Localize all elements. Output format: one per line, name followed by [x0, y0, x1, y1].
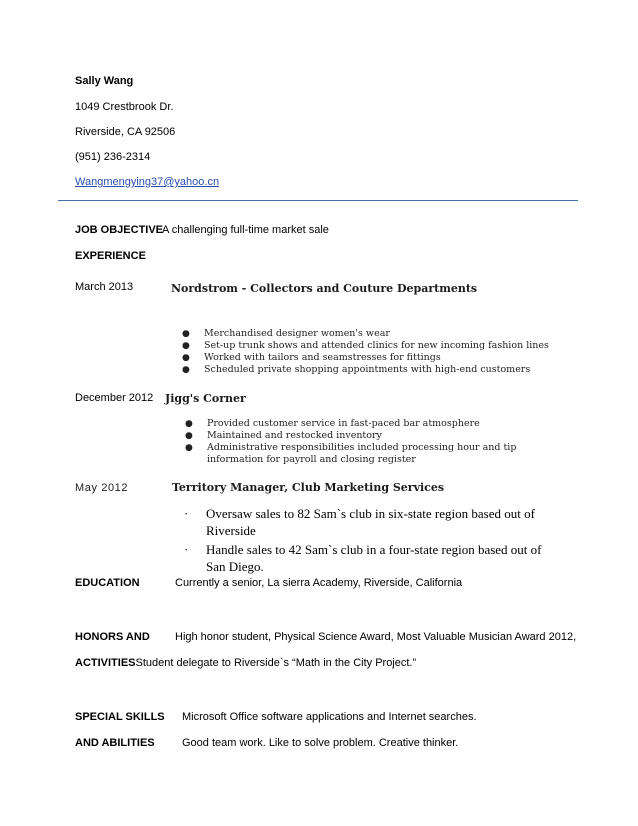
bullet-icon: ·: [184, 542, 189, 557]
bullet-icon: ●: [182, 341, 190, 351]
job-company: Jigg's Corner: [165, 392, 246, 405]
job-date: May 2012: [75, 482, 129, 494]
activities-text: Student delegate to Riverside`s “Math in the City Project.”: [135, 657, 417, 669]
contact-city: Riverside, CA 92506: [75, 126, 176, 138]
list-item: [185, 430, 565, 442]
contact-email-link[interactable]: Wangmengying37@yahoo.cn: [75, 176, 220, 188]
list-item: [184, 541, 564, 575]
job-date: December 2012: [75, 392, 154, 404]
bullet-icon: ●: [182, 365, 190, 375]
list-item: [182, 340, 549, 352]
activities-label: ACTIVITIES: [75, 657, 136, 669]
list-item: [182, 328, 549, 340]
job-bullet-list: [184, 505, 564, 575]
bullet-text: Provided customer service in fast-paced bar atmosphere: [207, 418, 480, 429]
list-item: [185, 418, 565, 430]
list-item: [185, 442, 565, 466]
bullet-text: Maintained and restocked inventory: [207, 430, 382, 441]
bullet-text: Scheduled private shopping appointments with high-end customers: [204, 364, 531, 375]
bullet-icon: ●: [182, 329, 190, 339]
bullet-icon: ●: [185, 419, 193, 429]
contact-phone: (951) 236-2314: [75, 151, 151, 163]
objective-label: JOB OBJECTIVE: [75, 224, 164, 236]
job-bullet-list: [185, 418, 565, 466]
list-item: [182, 364, 549, 376]
skills-label: SPECIAL SKILLS: [75, 711, 165, 723]
job-company: Nordstrom - Collectors and Couture Departments: [171, 282, 478, 295]
list-item: [182, 352, 549, 364]
objective-text: A challenging full-time market sale: [162, 224, 329, 236]
bullet-text: Worked with tailors and seamstresses for fittings: [204, 352, 441, 363]
bullet-text: Administrative responsibilities included processing hour and tip information for payroll and closing register: [207, 442, 517, 465]
honors-text: High honor student, Physical Science Award, Most Valuable Musician Award 2012,: [175, 631, 577, 643]
bullet-text: Handle sales to 42 Sam`s club in a four-state region based out of San Diego.: [206, 542, 542, 574]
header-divider: [58, 200, 578, 201]
abilities-text: Good team work. Like to solve problem. Creative thinker.: [182, 737, 459, 749]
experience-label: EXPERIENCE: [75, 250, 146, 262]
bullet-icon: ●: [185, 443, 193, 453]
bullet-text: Set-up trunk shows and attended clinics for new incoming fashion lines: [204, 340, 549, 351]
bullet-text: Oversaw sales to 82 Sam`s club in six-state region based out of Riverside: [206, 506, 535, 538]
job-bullet-list: [182, 328, 549, 376]
bullet-icon: ●: [182, 353, 190, 363]
list-item: [184, 505, 564, 539]
honors-label: HONORS AND: [75, 631, 150, 643]
education-label: EDUCATION: [75, 577, 140, 589]
job-date: March 2013: [75, 281, 134, 293]
bullet-icon: ·: [184, 506, 189, 521]
bullet-text: Merchandised designer women's wear: [204, 328, 390, 339]
contact-name: Sally Wang: [75, 75, 134, 87]
contact-street: 1049 Crestbrook Dr.: [75, 101, 174, 113]
job-company: Territory Manager, Club Marketing Services: [172, 481, 445, 494]
education-text: Currently a senior, La sierra Academy, Riverside, California: [175, 577, 463, 589]
bullet-icon: ●: [185, 431, 193, 441]
activities-line: [75, 657, 416, 669]
skills-text: Microsoft Office software applications and Internet searches.: [182, 711, 477, 723]
abilities-label: AND ABILITIES: [75, 737, 155, 749]
